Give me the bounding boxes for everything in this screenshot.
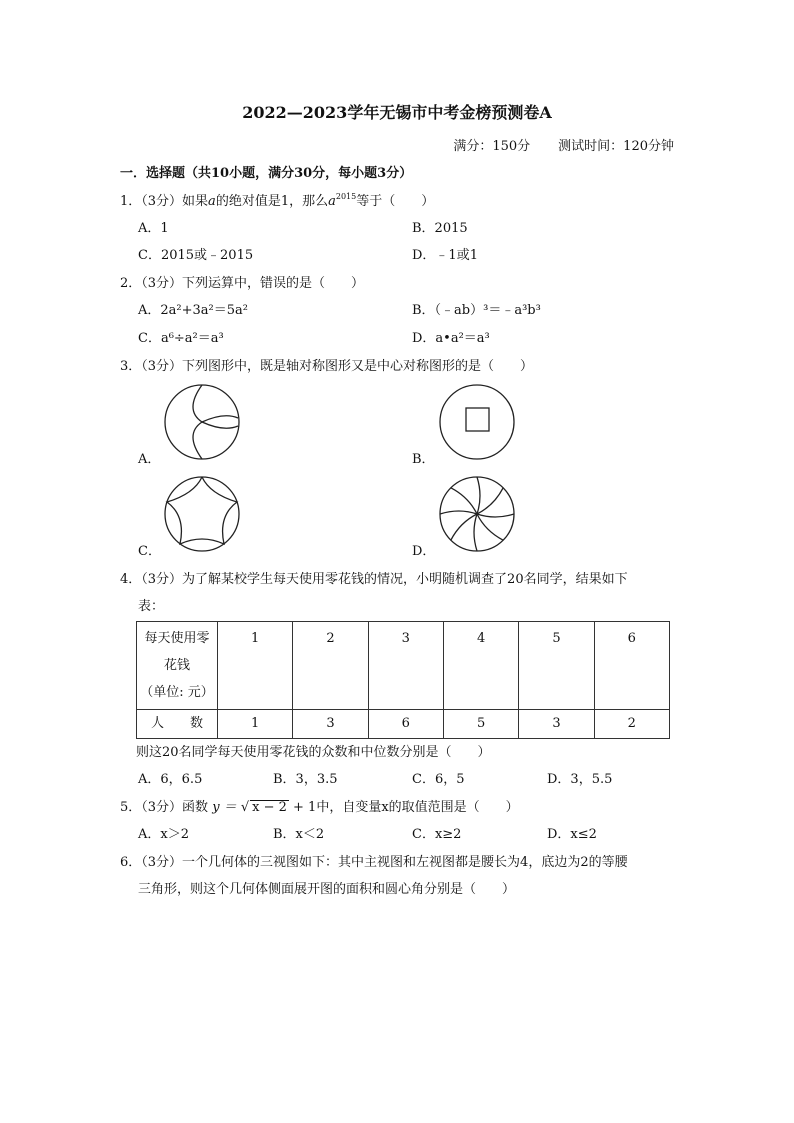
figure-a-three-arcs: [162, 382, 242, 462]
q2-option-c[interactable]: C．a⁶÷a²＝a³: [138, 331, 224, 346]
table-header-cell: 人 数: [137, 710, 218, 739]
table-cell: 5: [519, 622, 594, 710]
q3-option-c[interactable]: C．: [138, 544, 161, 559]
radicand: x − 2: [252, 800, 287, 815]
q6-stem-line1: 6．（3分）一个几何体的三视图如下：其中主视图和左视图都是腰长为4，底边为2的等腰: [120, 855, 628, 870]
table-cell: 1: [218, 710, 293, 739]
section-heading: 一．选择题（共10小题，满分30分，每小题3分）: [120, 166, 413, 181]
q2-option-a[interactable]: A．2a²+3a²＝5a²: [138, 303, 248, 318]
q2-stem: 2．（3分）下列运算中，错误的是（ ）: [120, 276, 365, 291]
q4-stem-line2: 表：: [138, 599, 165, 614]
q3-option-a[interactable]: A．: [138, 452, 161, 467]
table-cell: 5: [443, 710, 518, 739]
q1-stem: 1．（3分）如果a的绝对值是1，那么$a^{2015}$等于（ ）: [120, 192, 435, 209]
q1-option-d[interactable]: D．﹣1或1: [412, 248, 478, 263]
table-cell: 2: [594, 710, 669, 739]
q5-option-b[interactable]: B．x＜2: [273, 827, 325, 842]
table-header-cell: 每天使用零 花钱 （单位: 元）: [137, 622, 218, 710]
q1-option-b[interactable]: B．2015: [412, 221, 468, 236]
sqrt-sign: √: [240, 800, 250, 815]
table-cell: 3: [293, 710, 368, 739]
figure-c-pentagon-arcs: [162, 474, 242, 554]
table-cell: 4: [443, 622, 518, 710]
q4-option-b[interactable]: B．3，3.5: [273, 772, 338, 787]
q5-option-a[interactable]: A．x＞2: [138, 827, 189, 842]
table-cell: 6: [594, 622, 669, 710]
q2-option-d[interactable]: D．a•a²＝a³: [412, 331, 490, 346]
table-row: [137, 622, 670, 710]
q5-stem: 5．（3分）函数 y ＝ √ x − 2 + 1中，自变量x的取值范围是（ ）: [120, 800, 519, 815]
q3-stem: 3．（3分）下列图形中，既是轴对称图形又是中心对称图形的是（ ）: [120, 359, 534, 374]
table-cell: 3: [519, 710, 594, 739]
table-row: [137, 710, 670, 739]
q1-option-c[interactable]: C．2015或﹣2015: [138, 248, 254, 263]
q6-stem-line2: 三角形，则这个几何体侧面展开图的面积和圆心角分别是（ ）: [138, 882, 516, 897]
q5-option-d[interactable]: D．x≤2: [547, 827, 597, 842]
table-cell: 6: [368, 710, 443, 739]
q4-option-a[interactable]: A．6，6.5: [138, 772, 203, 787]
test-time: 测试时间：120分钟: [558, 139, 674, 154]
q4-stem-line1: 4．（3分）为了解某校学生每天使用零花钱的情况，小明随机调查了20名同学，结果如下: [120, 572, 628, 587]
full-score: 满分：150分: [453, 139, 531, 154]
figure-d-swirl: [437, 474, 517, 554]
table-cell: 1: [218, 622, 293, 710]
q3-option-b[interactable]: B．: [412, 452, 435, 467]
q4-option-d[interactable]: D．3，5.5: [547, 772, 613, 787]
page-title: 2022—2023学年无锡市中考金榜预测卷A: [242, 103, 552, 122]
table-cell: 2: [293, 622, 368, 710]
q4-question: 则这20名同学每天使用零花钱的众数和中位数分别是（ ）: [136, 745, 491, 760]
q1-option-a[interactable]: A．1: [138, 221, 169, 236]
exam-meta: [420, 135, 674, 154]
q4-option-c[interactable]: C．6，5: [412, 772, 465, 787]
data-table: [136, 621, 670, 739]
figure-b-circle-square: [437, 382, 517, 462]
table-cell: 3: [368, 622, 443, 710]
q2-option-b[interactable]: B．（﹣ab）³＝﹣a³b³: [412, 303, 541, 318]
q5-option-c[interactable]: C．x≥2: [412, 827, 462, 842]
q3-option-d[interactable]: D．: [412, 544, 436, 559]
